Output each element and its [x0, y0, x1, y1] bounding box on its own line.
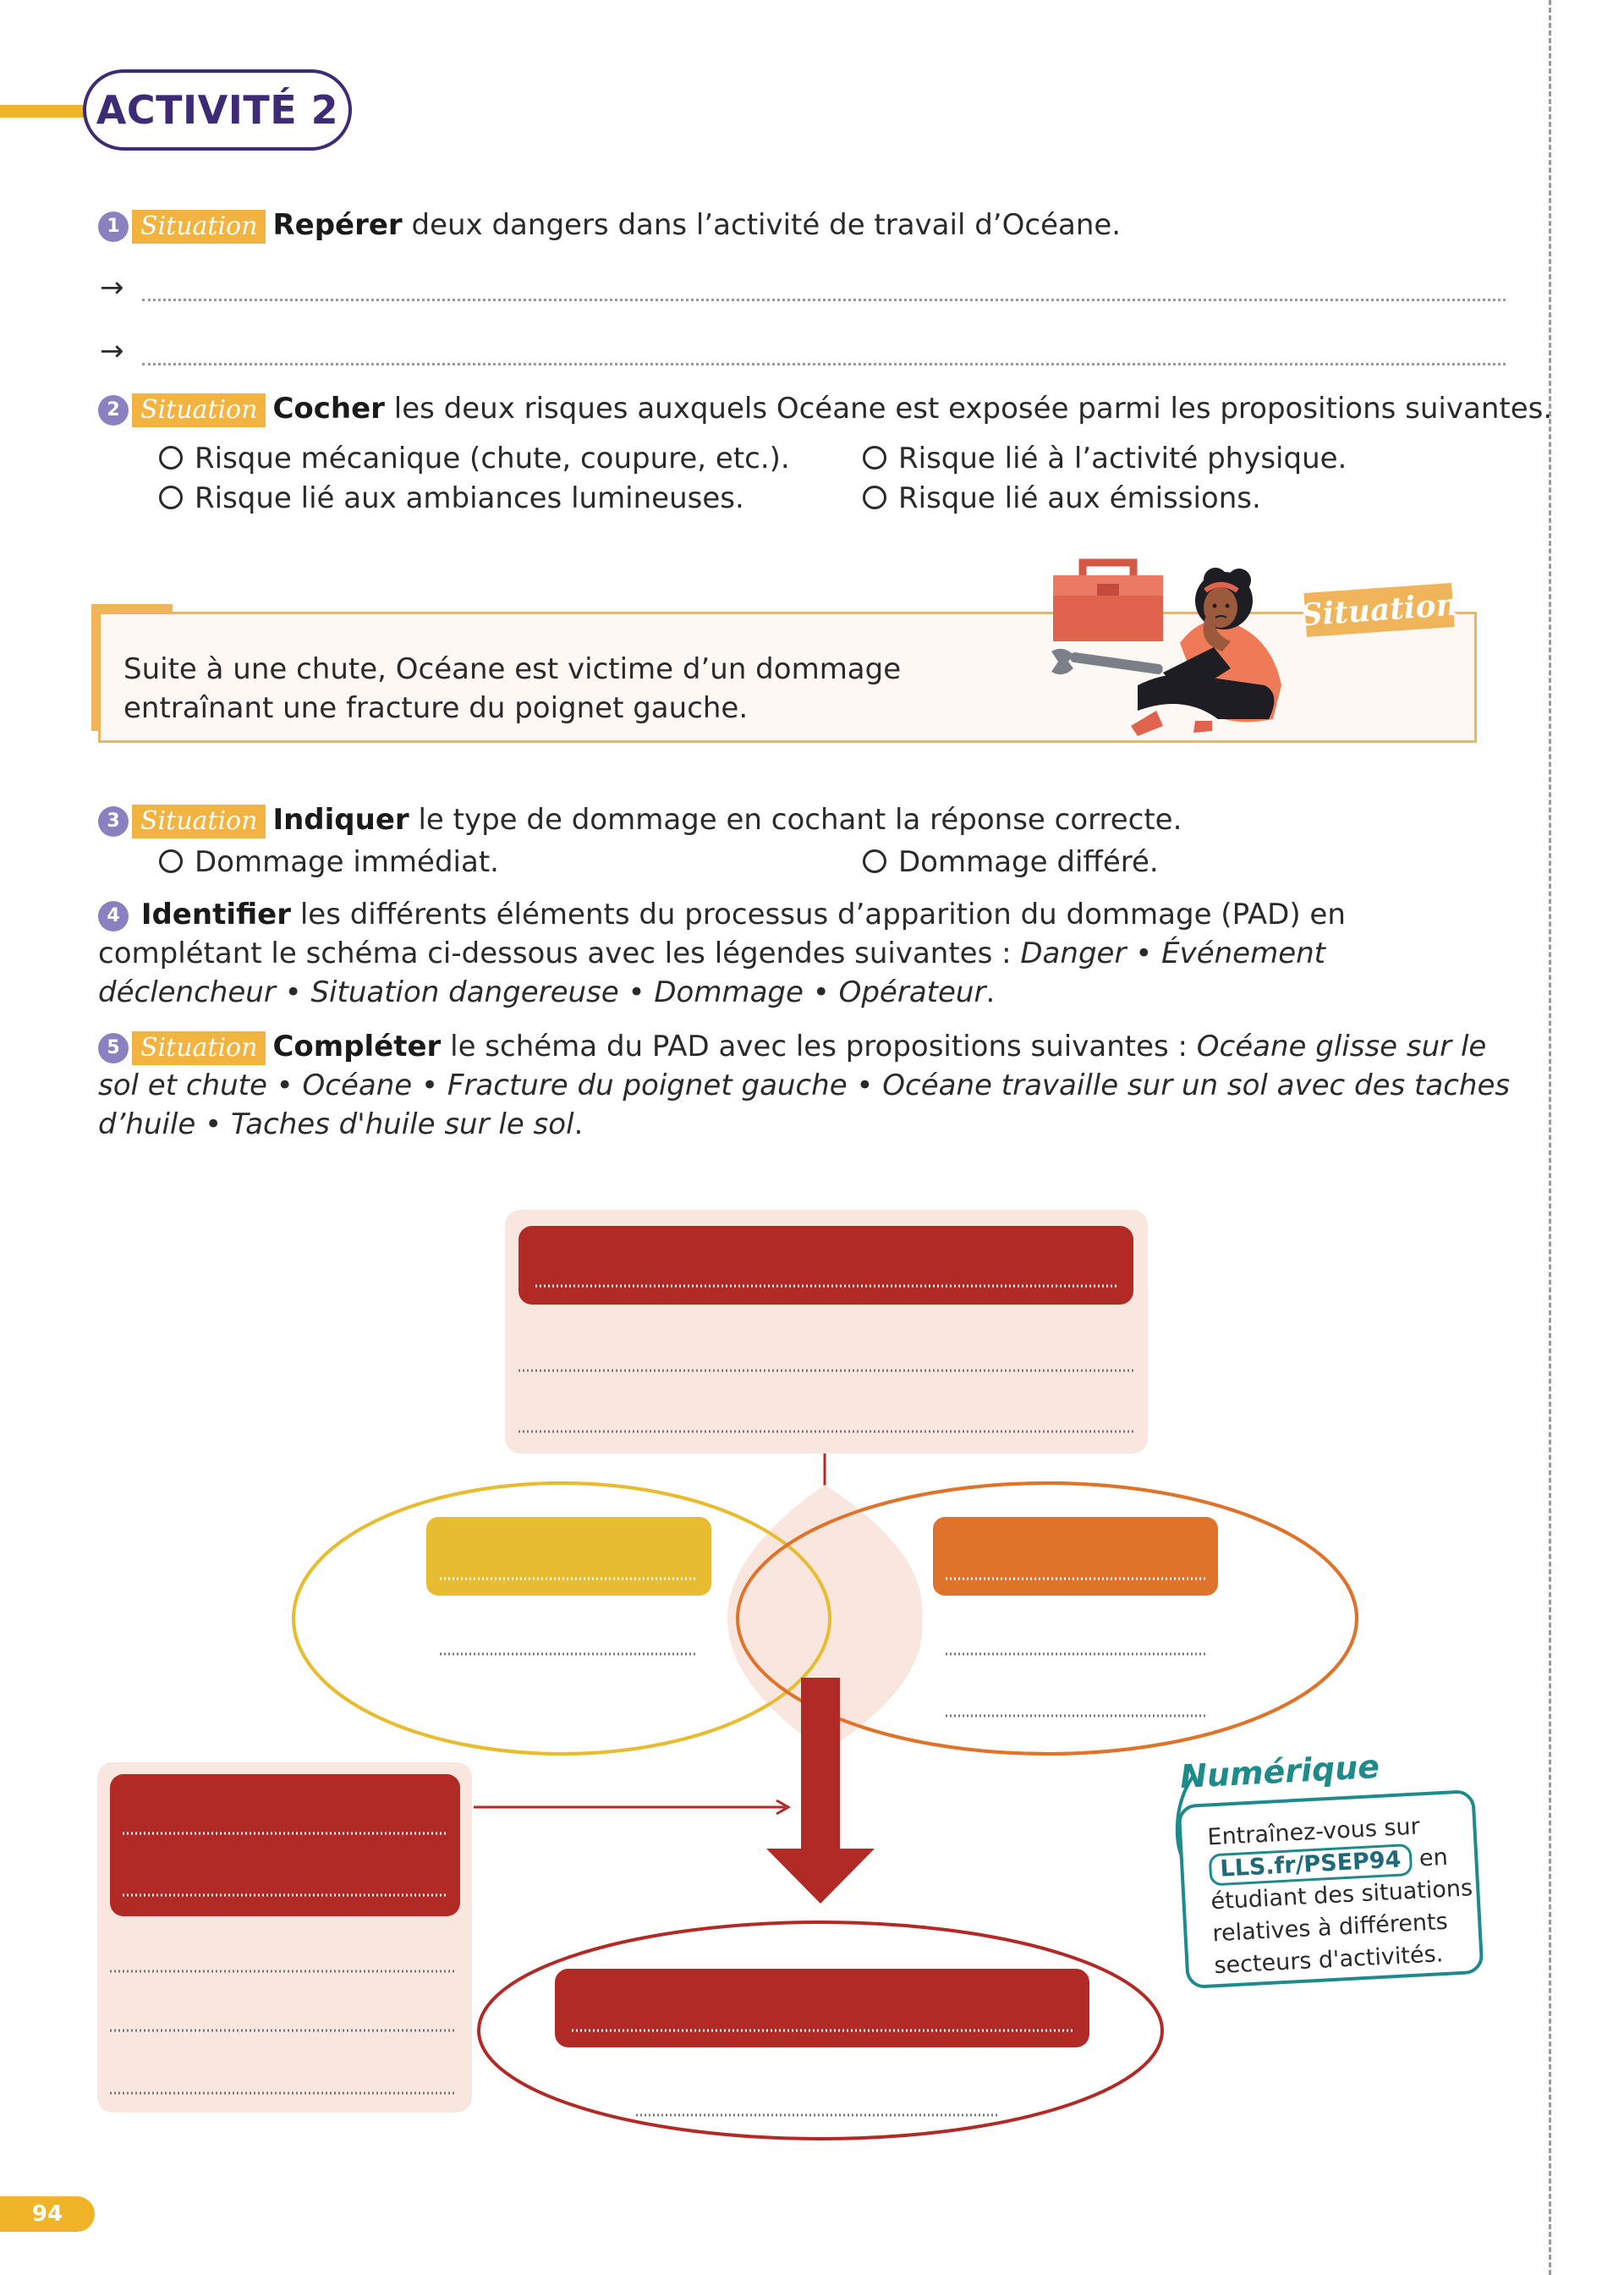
option-label: Dommage immédiat. — [195, 845, 499, 879]
question-number-5: 5 — [98, 1033, 129, 1063]
numerique-text — [1207, 1808, 1478, 1982]
question-4-verb: Identifier — [140, 898, 292, 931]
question-number-2: 2 — [98, 395, 129, 426]
question-5-end: . — [573, 1107, 584, 1141]
question-number-4: 4 — [98, 901, 129, 931]
question-number-3: 3 — [98, 806, 129, 837]
diagram-big-arrow-shaft — [801, 1678, 840, 1851]
situation-flag-label: Situation — [1299, 586, 1459, 634]
answer-arrow-2: → — [100, 334, 124, 368]
numerique-title: Numérique — [1179, 1747, 1381, 1796]
option-label: Risque lié aux émissions. — [898, 481, 1261, 515]
diagram-right-label-box — [933, 1517, 1218, 1596]
option-label: Dommage différé. — [898, 845, 1159, 879]
option-label: Risque lié à l’activité physique. — [898, 442, 1347, 475]
question-1-verb: Repérer — [272, 208, 403, 242]
question-4-end: . — [985, 975, 996, 1009]
question-3-verb: Indiquer — [272, 803, 409, 837]
diagram-top-label-box — [518, 1226, 1133, 1305]
activity-title: ACTIVITÉ 2 — [96, 87, 339, 133]
question-1-text: deux dangers dans l’activité de travail d’Océane. — [402, 208, 1122, 242]
question-number-1: 1 — [98, 212, 129, 242]
question-4-legend: Danger • Événement déclencheur • Situation dangereuse • Dommage • Opérateur — [98, 937, 1325, 1009]
option-label: Risque mécanique (chute, coupure, etc.). — [195, 442, 790, 475]
question-5-propositions: Océane glisse sur le sol et chute • Océane • Fracture du poignet gauche • Océane travaille sur un sol avec des taches d’huile • Taches d'huile sur le sol — [98, 1030, 1511, 1141]
question-2-verb: Cocher — [272, 392, 385, 426]
option-label: Risque lié aux ambiances lumineuses. — [195, 481, 744, 515]
question-3-text: le type de dommage en cochant la réponse correcte. — [409, 803, 1182, 837]
situation-tag: Situation — [132, 210, 266, 244]
diagram-big-arrow-head — [766, 1849, 875, 1904]
answer-arrow-1: → — [100, 271, 124, 305]
diagram-left-label-box — [426, 1517, 711, 1596]
diagram-bottom-label-box — [555, 1969, 1089, 2047]
numerique-text-before: Entraînez-vous sur — [1206, 1813, 1421, 1851]
situation-tag: Situation — [132, 1031, 266, 1065]
situation-tag: Situation — [132, 393, 266, 427]
situation-text: Suite à une chute, Océane est victime d’un dommage entraînant une fracture du poignet gauche. — [123, 652, 902, 725]
question-4-text: les différents éléments du processus d’apparition du dommage (PAD) en complétant le schéma ci-dessous avec les légendes suivantes : — [98, 898, 1346, 970]
question-5-verb: Compléter — [272, 1030, 442, 1063]
page-number: 94 — [0, 2196, 95, 2232]
numerique-link[interactable]: LLS.fr/PSEP94 — [1209, 1844, 1413, 1887]
situation-tag: Situation — [132, 805, 266, 838]
numerique-box — [1177, 1789, 1484, 1989]
numerique-text-after: en étudiant des situations relatives à différents secteurs d'activités. — [1210, 1844, 1473, 1980]
question-5-text: le schéma du PAD avec les propositions suivantes : — [441, 1030, 1197, 1063]
question-2-text: les deux risques auxquels Océane est exposée parmi les propositions suivantes. — [384, 392, 1553, 426]
